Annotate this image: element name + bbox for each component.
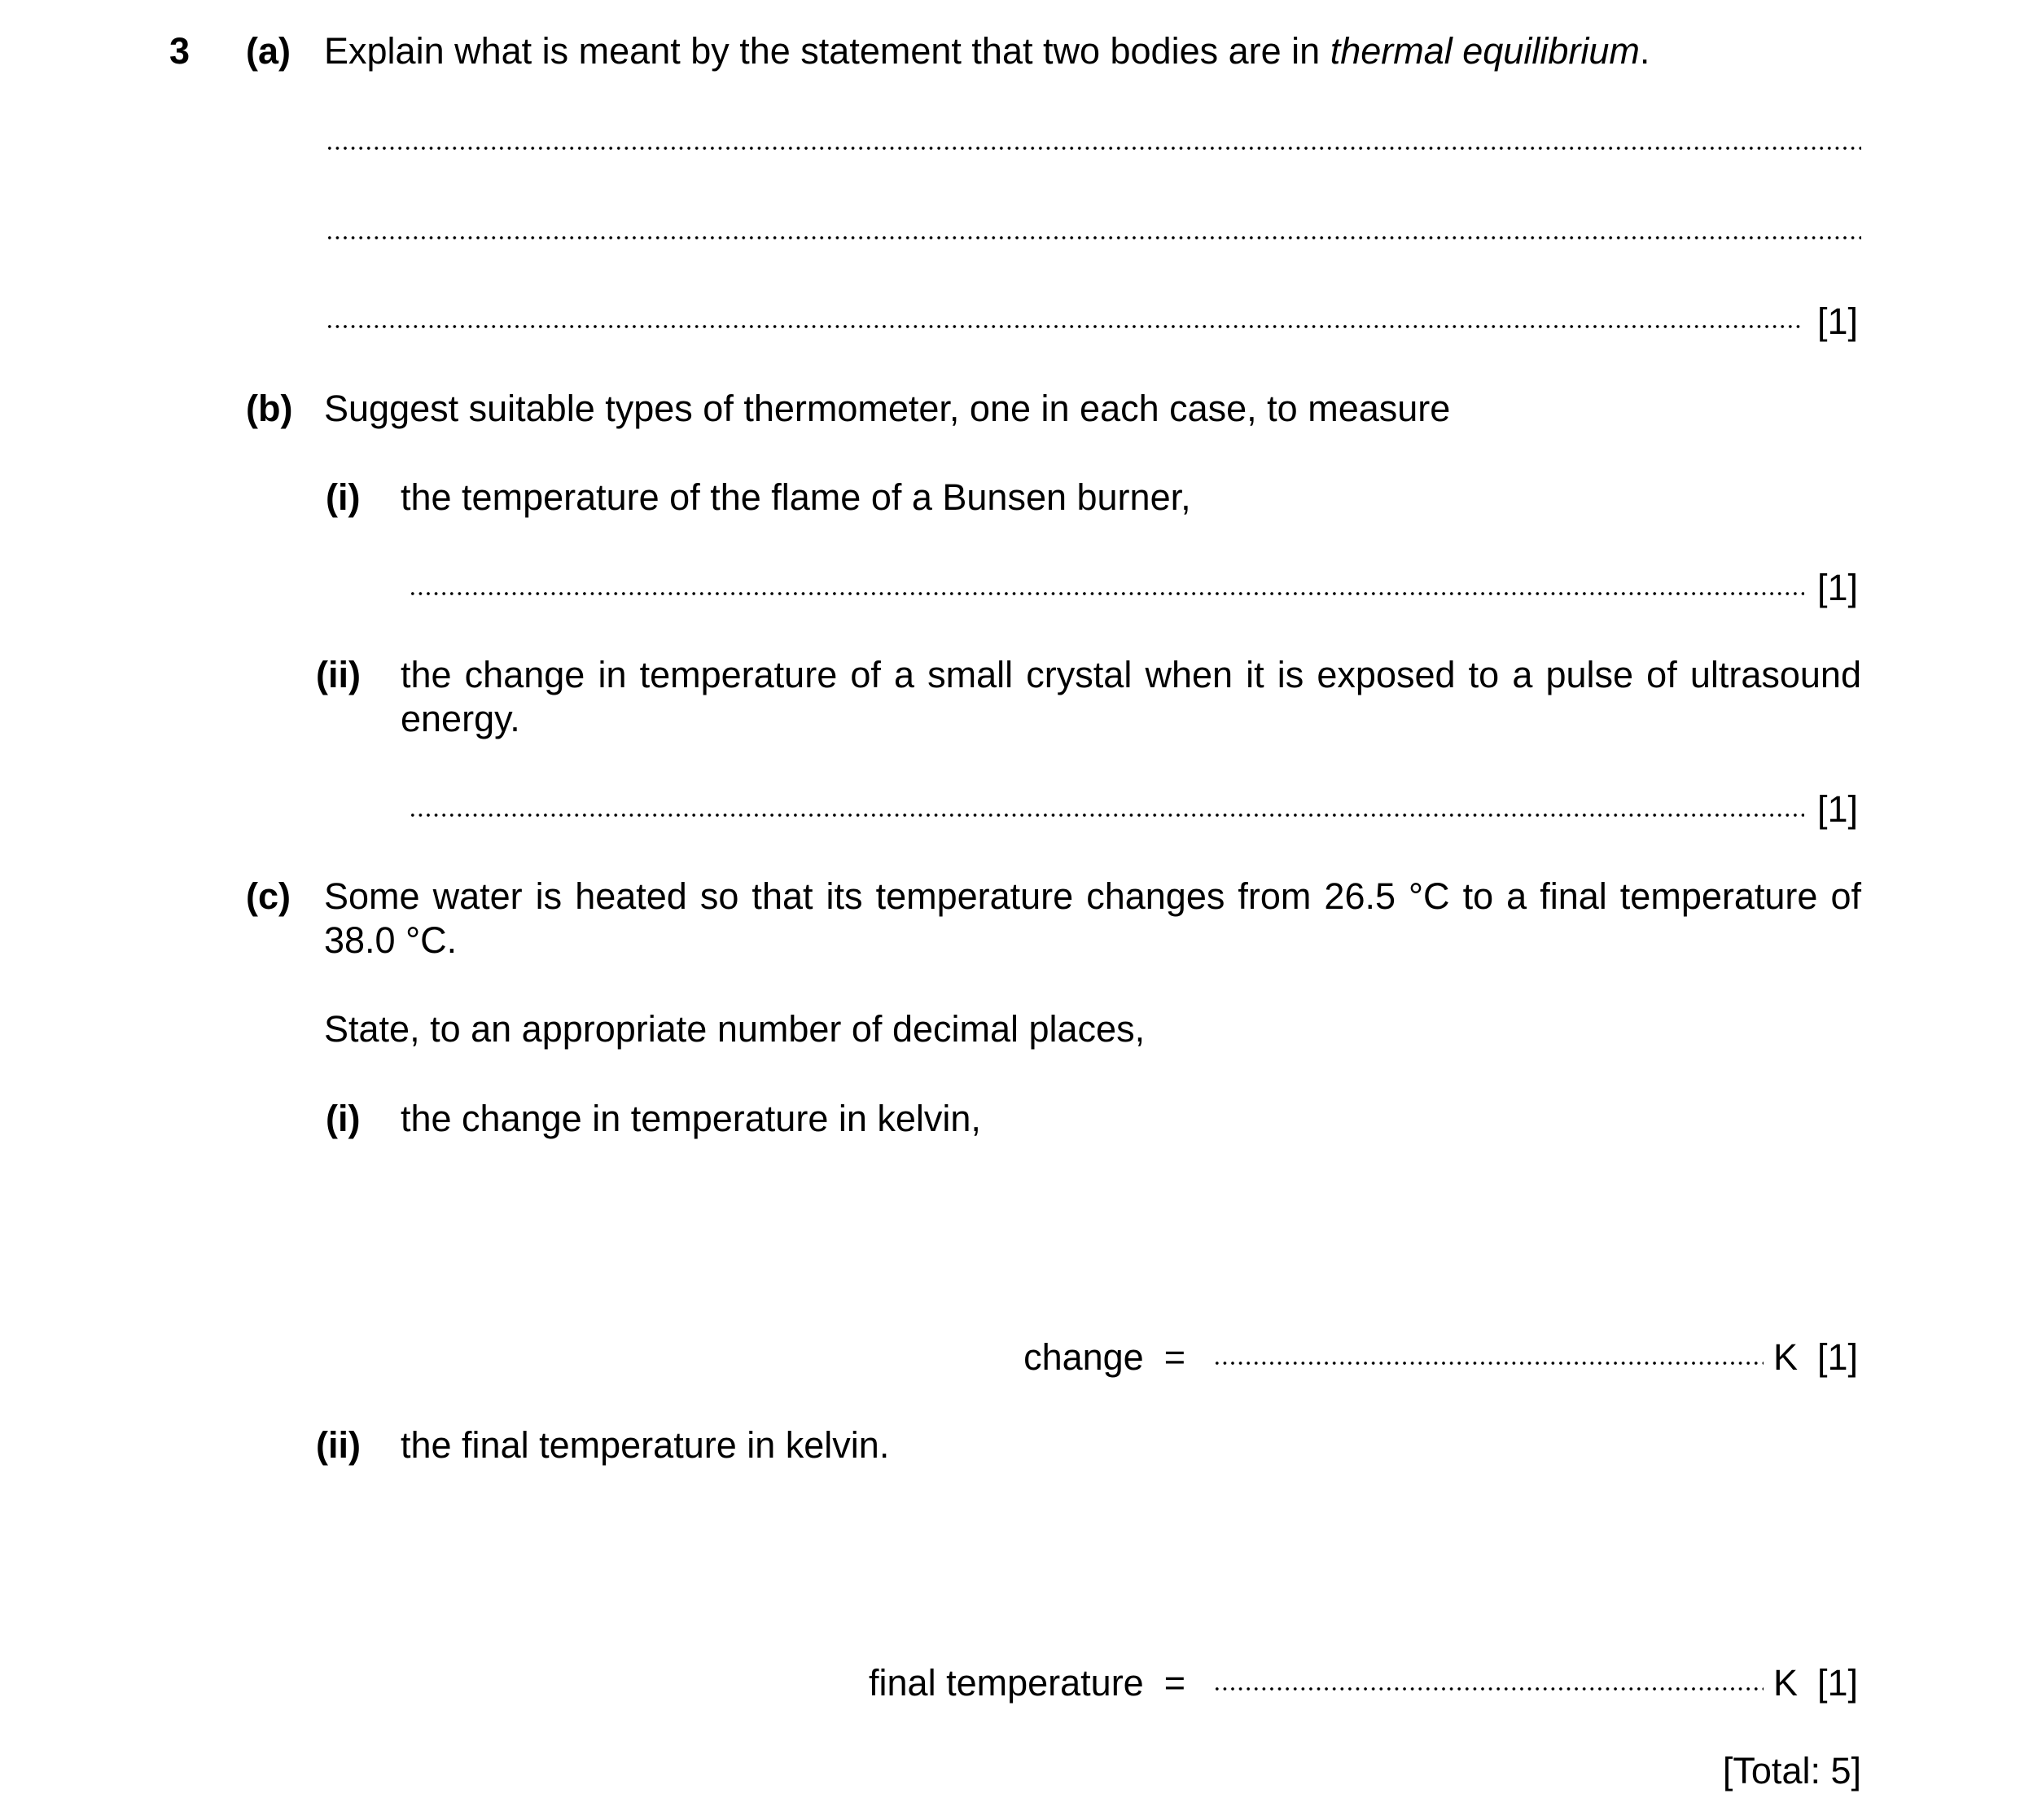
part-c-i-label: (i)	[326, 1098, 361, 1139]
part-c-prompt-line-1: Some water is heated so that its temperature changes from 26.5 °C to a final temperature of	[324, 875, 1861, 917]
part-b-ii-label: (ii)	[316, 654, 361, 695]
part-c-i-prompt: the change in temperature in kelvin,	[401, 1098, 981, 1139]
part-a-answer-line-2[interactable]	[326, 235, 1861, 240]
part-b-ii-prompt-line-1: the change in temperature of a small crystal when it is exposed to a pulse of ultrasound	[401, 654, 1861, 695]
part-a-answer-line-1[interactable]	[326, 146, 1861, 151]
part-a-prompt	[324, 30, 1650, 72]
part-c-i-answer-label: change =	[1023, 1336, 1185, 1378]
part-c-i-marks: [1]	[1817, 1336, 1859, 1378]
part-a-label: (a)	[246, 30, 291, 72]
part-b-i-prompt: the temperature of the flame of a Bunsen burner,	[401, 476, 1191, 518]
part-c-ii-marks: [1]	[1817, 1662, 1859, 1704]
part-a-term: thermal equilibrium	[1330, 30, 1640, 72]
part-c-label: (c)	[246, 875, 291, 917]
part-b-i-label: (i)	[326, 476, 361, 518]
part-c-ii-answer-line[interactable]	[1213, 1686, 1764, 1691]
part-b-i-marks: [1]	[1817, 567, 1859, 608]
part-c-ii-answer-label: final temperature =	[869, 1662, 1185, 1704]
part-a-prompt-lead: Explain what is meant by the statement that two bodies are in	[324, 30, 1330, 72]
part-b-ii-prompt-line-2: energy.	[401, 698, 520, 739]
total-marks: [Total: 5]	[1722, 1750, 1861, 1791]
part-a-prompt-end: .	[1639, 30, 1650, 72]
part-c-i-answer-line[interactable]	[1213, 1361, 1764, 1366]
part-c-prompt-line-2: 38.0 °C.	[324, 919, 458, 961]
part-c-ii-prompt: the final temperature in kelvin.	[401, 1424, 890, 1466]
part-b-ii-marks: [1]	[1817, 788, 1859, 830]
part-a-marks: [1]	[1817, 300, 1859, 342]
part-c-instruction: State, to an appropriate number of decimal places,	[324, 1008, 1146, 1050]
part-a-answer-line-3[interactable]	[326, 324, 1804, 329]
part-c-ii-unit: K	[1773, 1662, 1799, 1704]
part-b-i-answer-line[interactable]	[409, 591, 1804, 596]
question-number: 3	[169, 30, 191, 72]
part-b-prompt: Suggest suitable types of thermometer, one in each case, to measure	[324, 388, 1451, 429]
part-b-ii-answer-line[interactable]	[409, 813, 1804, 818]
part-b-label: (b)	[246, 388, 293, 429]
part-c-ii-label: (ii)	[316, 1424, 361, 1466]
part-c-i-unit: K	[1773, 1336, 1799, 1378]
